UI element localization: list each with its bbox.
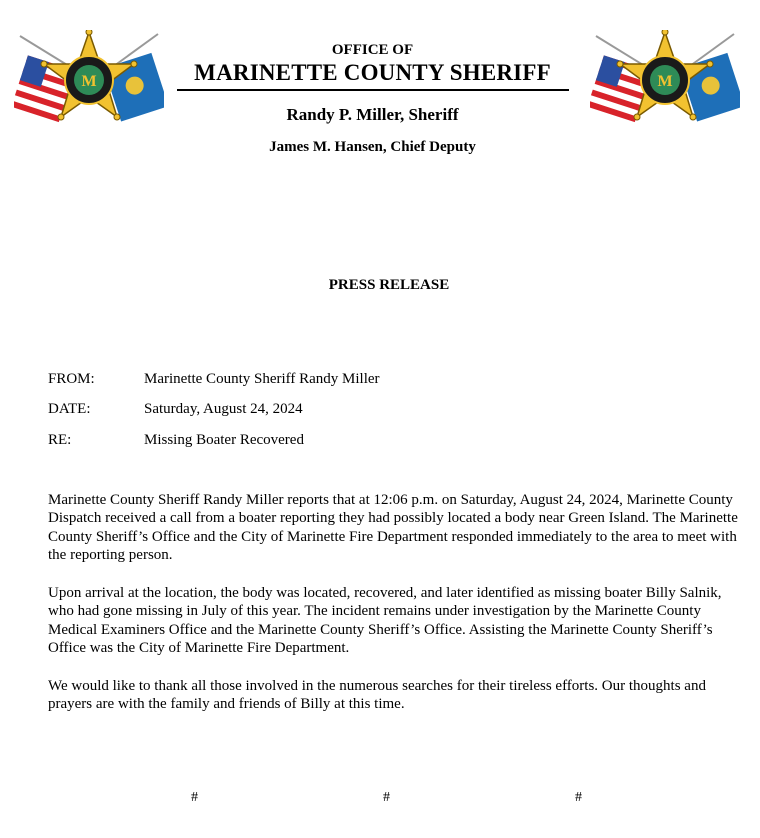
meta-from-value: Marinette County Sheriff Randy Miller (144, 371, 380, 387)
letterhead-chief-deputy: James M. Hansen, Chief Deputy (269, 139, 476, 155)
svg-text:M: M (81, 73, 97, 90)
meta-date-label: DATE: (48, 401, 91, 417)
letterhead-agency-name: MARINETTE COUNTY SHERIFF (194, 60, 551, 85)
letterhead-sheriff-name: Randy P. Miller, Sheriff (286, 105, 459, 124)
body-paragraph-1: Marinette County Sheriff Randy Miller reports that at 12:06 p.m. on Saturday, August 24, 2024, Marinette County Dispatch received a call from a boater reporting they had possibly located a body near Green Island. The Marinette County Sheriff’s Office and the City of Marinette Fire Department responded immediately to the area to meet with the reporting person. (48, 492, 738, 563)
letterhead-divider (177, 89, 569, 91)
svg-text:M: M (657, 73, 673, 90)
meta-re-value: Missing Boater Recovered (144, 432, 304, 448)
body-paragraph-3: We would like to thank all those involved in the numerous searches for their tireless efforts. Our thoughts and prayers are with the family and friends of Billy at this time. (48, 678, 706, 713)
letterhead-office-of: OFFICE OF (331, 42, 414, 58)
meta-date-value: Saturday, August 24, 2024 (144, 401, 303, 417)
body-paragraph-2: Upon arrival at the location, the body was located, recovered, and later identified as missing boater Billy Salnik, who had gone missing in July of this year. The incident remains under investigation by the Marinette County Medical Examiners Office and the Marinette County Sheriff’s Office. Assisting the Marinette County Sheriff’s Office was the City of Marinette Fire Department. (48, 585, 722, 656)
meta-from-label: FROM: (48, 371, 95, 387)
end-mark: # (575, 790, 582, 805)
document-title: PRESS RELEASE (328, 277, 450, 293)
end-mark: # (383, 790, 390, 805)
end-mark: # (191, 790, 198, 805)
meta-re-label: RE: (48, 432, 72, 448)
